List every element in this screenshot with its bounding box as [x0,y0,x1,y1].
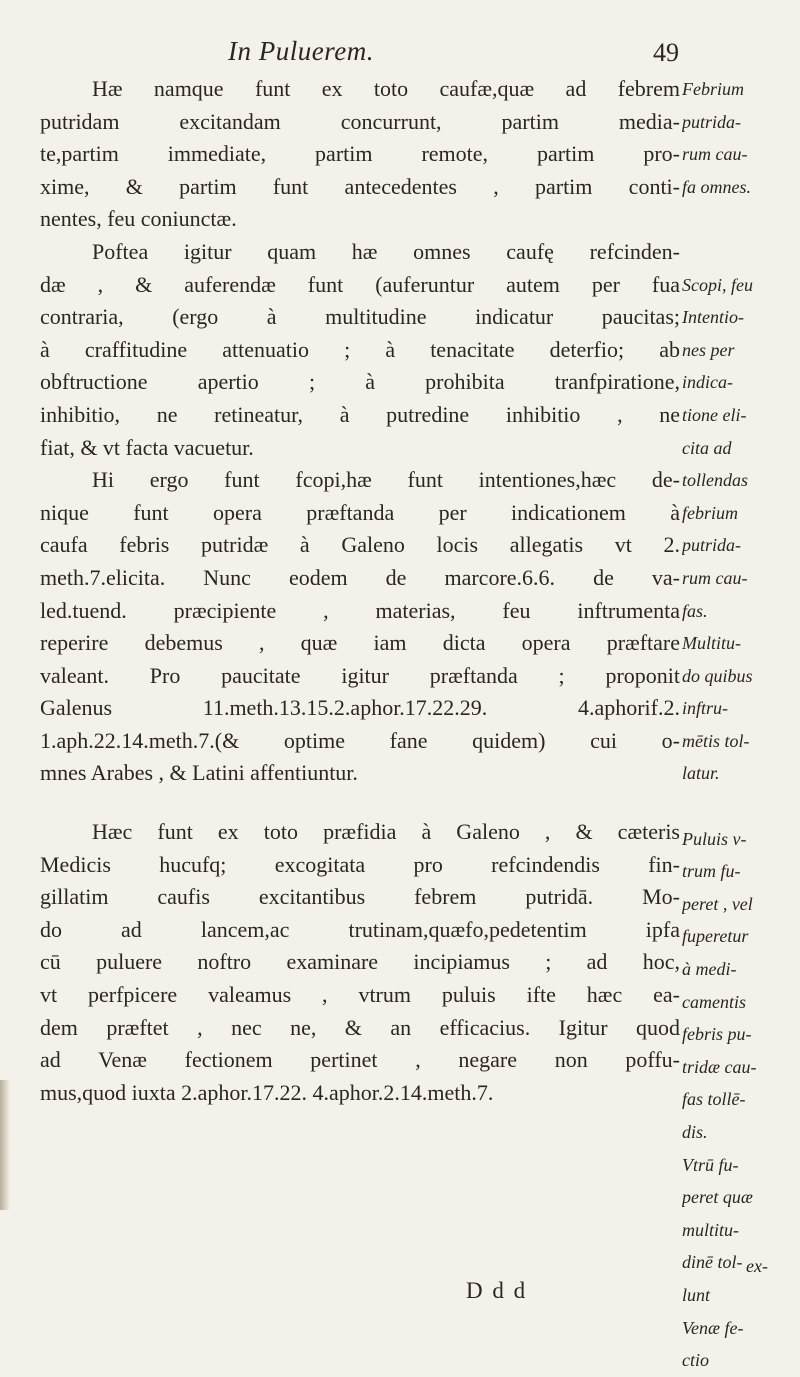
text-line: mus,quod iuxta 2.aphor.17.22. 4.aphor.2.14.meth.7. [40,1079,494,1105]
margin-note-line [682,790,798,823]
margin-note-line: tollendas [682,470,748,491]
margin-note-line: Febrium [682,79,744,99]
margin-note-line: putrida- [682,535,742,556]
margin-note-line: Scopi, feu [682,274,753,295]
text-line: contraria, (ergo à multitudine indicatur paucitas; [40,304,680,330]
margin-note-line: fa omnes. [682,176,751,197]
text-line: ad Venæ fectionem pertinet , negare non poffu- [40,1047,680,1073]
margin-note-line: putrida- [682,111,742,132]
text-line: te,partim immediate, partim remote, partim pro- [40,141,680,167]
text-line: obftructione apertio ; à prohibita tranfpiratione, [40,369,680,395]
margin-note-line: Multitu- [682,633,741,654]
margin-note-line: Vtrū fu- [682,1154,739,1175]
page-number: 49 [653,38,679,67]
margin-note-line: Intentio- [682,307,744,328]
margin-note-line: fas tollē- [682,1089,746,1110]
text-line: Poftea igitur quam hæ omnes caufę refcinden- [92,238,680,264]
text-line: Hi ergo funt fcopi,hæ funt intentiones,hæc de- [92,467,680,493]
text-line: nentes, feu coniunctæ. [40,206,237,232]
text-line: Hæ namque funt ex toto caufæ,quæ ad febrem [92,76,680,101]
text-line: dæ , & auferendæ funt (auferuntur autem per fua [40,271,680,297]
margin-note-line: Puluis v- [682,828,747,849]
text-line: à craffitudine attenuatio ; à tenacitate deterfio; ab [40,336,680,362]
margin-note-line: nes per [682,339,735,360]
margin-note-line: do quibus [682,665,753,686]
text-line: putridam excitandam concurrunt, partim media- [40,108,680,134]
margin-note-line: trum fu- [682,861,741,882]
margin-note-line: latur. [682,763,720,784]
margin-note-line: ctio [682,1350,709,1371]
text-line: do ad lancem,ac trutinam,quæfo,pedetentim ipfa [40,916,680,942]
marginal-notes [682,73,798,1377]
text-line: Galenus 11.meth.13.15.2.aphor.17.22.29. 4.aphorif.2. [40,695,680,721]
signature-mark: D d d [466,1278,528,1303]
margin-note-line: rum cau- [682,567,748,588]
text-line: gillatim caufis excitantibus febrem putridā. Mo- [40,884,680,910]
margin-note-line: fas. [682,600,708,621]
page-edge-shadow [0,1080,10,1210]
margin-note-line: mētis tol- [682,730,750,751]
margin-note-line: peret , vel [682,893,753,914]
margin-note-line [682,236,798,269]
text-line: valeant. Pro paucitate igitur præftanda ; proponit [40,662,680,688]
margin-note-line: lunt [682,1284,711,1305]
margin-note-line: cita ad [682,437,732,458]
margin-note-line: inftru- [682,698,729,719]
text-line: cū puluere noftro examinare incipiamus ; ad hoc, [40,949,680,975]
margin-note-line: fuperetur [682,926,749,947]
text-line: xime, & partim funt antecedentes , partim conti- [40,173,680,199]
text-line: inhibitio, ne retineatur, à putredine inhibitio , ne [40,401,680,427]
catchword: ex- [746,1256,768,1276]
margin-note-line [682,203,798,236]
margin-note-line: dis. [682,1122,708,1142]
margin-note-line: indica- [682,372,733,393]
margin-note-line: febrium [682,502,738,523]
text-line: caufa febris putridæ à Galeno locis allegatis vt 2. [40,532,680,558]
text-line: meth.7.elicita. Nunc eodem de marcore.6.6. de va- [40,564,680,590]
running-head: In Puluerem. [228,36,374,66]
main-text-block [40,73,680,1109]
paragraph-break [40,790,680,816]
margin-note-line: Venæ fe- [682,1317,744,1338]
margin-note-line: peret quæ [682,1187,753,1208]
margin-note-line: à medi- [682,959,737,980]
margin-note-line: camentis [682,991,746,1012]
text-line: Medicis hucufq; excogitata pro refcindendis fin- [40,851,680,877]
text-line: mnes Arabes , & Latini affentiuntur. [40,760,358,786]
margin-note-line: tridæ cau- [682,1056,757,1077]
text-line: fiat, & vt facta vacuetur. [40,434,254,460]
margin-note-line: febris pu- [682,1024,752,1045]
text-line: reperire debemus , quæ iam dicta opera præftare [40,630,680,656]
text-line: vt perfpicere valeamus , vtrum puluis ifte hæc ea- [40,982,680,1008]
text-line: nique funt opera præftanda per indicationem à [40,499,680,525]
margin-note-line: rum cau- [682,144,748,165]
text-line: led.tuend. præcipiente , materias, feu inftrumenta [40,597,680,623]
margin-note-line: tione eli- [682,404,747,425]
text-line: dem præftet , nec ne, & an efficacius. Igitur quod [40,1014,680,1040]
text-line: 1.aph.22.14.meth.7.(& optime fane quidem) cui o- [40,727,680,753]
margin-note-line: multitu- [682,1219,739,1240]
margin-note-line: dinē tol- [682,1252,743,1273]
text-line: Hæc funt ex toto præfidia à Galeno , & cæteris [92,819,680,845]
